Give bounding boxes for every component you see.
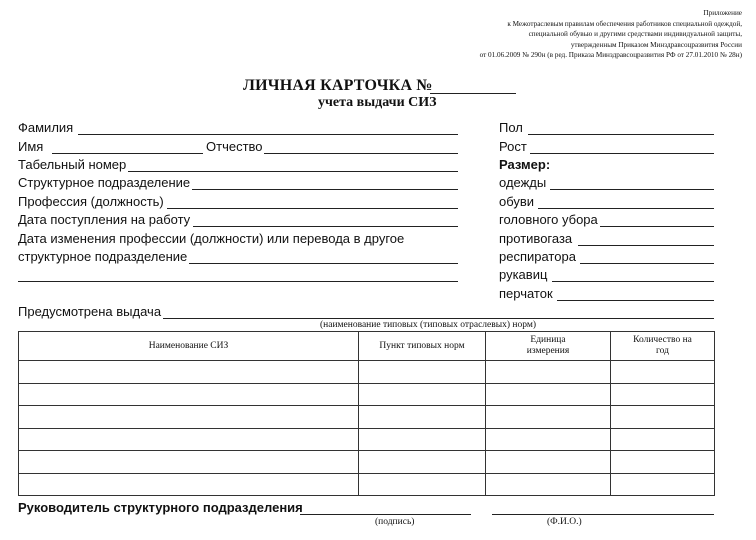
table-cell[interactable] (611, 361, 715, 384)
name-field[interactable] (52, 153, 203, 154)
size-heading: Размер: (499, 157, 551, 172)
card-title: ЛИЧНАЯ КАРТОЧКА № (243, 77, 433, 94)
fio-field[interactable] (492, 514, 714, 515)
issue-field[interactable] (163, 318, 714, 319)
hire-date-field[interactable] (193, 226, 458, 227)
issue-caption: (наименование типовых (типовых отраслевых) норм) (320, 320, 537, 330)
headwear-size-field[interactable] (600, 226, 714, 227)
table-cell[interactable] (19, 383, 359, 406)
table-row (19, 406, 715, 429)
surname-label: Фамилия (18, 120, 74, 135)
table-cell[interactable] (359, 383, 486, 406)
signature-field[interactable] (300, 514, 471, 515)
shoe-size-label: обуви (499, 194, 535, 209)
department-head-label: Руководитель структурного подразделения (18, 500, 303, 515)
column-header-norm-item: Пункт типовых норм (359, 332, 486, 361)
height-label: Рост (499, 139, 527, 154)
table-row (19, 428, 715, 451)
table-cell[interactable] (611, 473, 715, 496)
gender-field[interactable] (528, 134, 714, 135)
column-header-siz-name: Наименование СИЗ (19, 332, 359, 361)
mittens-size-field[interactable] (552, 281, 714, 282)
mittens-size-label: рукавиц (499, 267, 548, 282)
change-date-field-extra[interactable] (18, 281, 458, 282)
shoe-size-field[interactable] (538, 208, 714, 209)
header-note-line: утвержденным Приказом Минздравсоцразвития России (570, 40, 742, 49)
change-date-label: Дата изменения профессии (должности) или перевода в другое (18, 231, 405, 246)
table-row (19, 383, 715, 406)
tab-number-label: Табельный номер (18, 157, 127, 172)
gender-label: Пол (499, 120, 523, 135)
header-note-line: от 01.06.2009 № 290н (в ред. Приказа Минздравсоцразвития РФ от 27.01.2010 № 28н) (479, 51, 742, 60)
clothing-size-label: одежды (499, 175, 547, 190)
column-header-unit (486, 332, 611, 361)
table-cell[interactable] (611, 406, 715, 429)
header-note-line: к Межотраслевым правилам обеспечения работников специальной одеждой, (507, 19, 742, 28)
header-note-line: специальной обувью и другими средствами индивидуальной защиты, (528, 30, 742, 39)
patronymic-field[interactable] (264, 153, 458, 154)
name-label: Имя (18, 139, 44, 154)
table-row (19, 473, 715, 496)
surname-field[interactable] (78, 134, 458, 135)
gas-mask-size-label: противогаза (499, 231, 573, 246)
table-cell[interactable] (19, 406, 359, 429)
respirator-size-label: респиратора (499, 249, 576, 264)
table-cell[interactable] (19, 451, 359, 474)
gas-mask-size-field[interactable] (578, 245, 714, 246)
patronymic-label: Отчество (206, 139, 263, 154)
headwear-size-label: головного убора (499, 212, 598, 227)
department-label: Структурное подразделение (18, 175, 191, 190)
fio-caption: (Ф.И.О.) (547, 517, 582, 527)
table-header-row (19, 332, 715, 361)
clothing-size-field[interactable] (550, 189, 714, 190)
tab-number-field[interactable] (128, 171, 458, 172)
department-field[interactable] (192, 189, 458, 190)
table-cell[interactable] (486, 406, 611, 429)
respirator-size-field[interactable] (580, 263, 714, 264)
gloves-size-label: перчаток (499, 286, 553, 301)
card-number-field[interactable] (430, 93, 516, 94)
siz-table (18, 331, 715, 496)
table-cell[interactable] (19, 428, 359, 451)
column-header-quantity (611, 332, 715, 361)
change-date-field[interactable] (189, 263, 458, 264)
table-row (19, 361, 715, 384)
table-cell[interactable] (19, 473, 359, 496)
header-note-line: Приложение (703, 9, 742, 17)
table-cell[interactable] (611, 428, 715, 451)
profession-field[interactable] (167, 208, 458, 209)
table-cell[interactable] (486, 383, 611, 406)
table-cell[interactable] (359, 473, 486, 496)
column-header-quantity-text: Количество на год (633, 335, 692, 356)
table-cell[interactable] (611, 383, 715, 406)
gloves-size-field[interactable] (557, 300, 714, 301)
table-cell[interactable] (486, 451, 611, 474)
table-row (19, 451, 715, 474)
change-date-label-continued: структурное подразделение (18, 249, 188, 264)
card-subtitle: учета выдачи СИЗ (318, 95, 437, 110)
table-cell[interactable] (359, 428, 486, 451)
profession-label: Профессия (должность) (18, 194, 164, 209)
hire-date-label: Дата поступления на работу (18, 212, 191, 227)
table-cell[interactable] (486, 473, 611, 496)
table-cell[interactable] (359, 406, 486, 429)
height-field[interactable] (530, 153, 714, 154)
column-header-unit-text: Единица измерения (526, 335, 570, 356)
issue-label: Предусмотрена выдача (18, 304, 162, 319)
table-cell[interactable] (486, 428, 611, 451)
table-cell[interactable] (486, 361, 611, 384)
table-cell[interactable] (19, 361, 359, 384)
header-note (480, 8, 742, 61)
table-cell[interactable] (611, 451, 715, 474)
signature-caption: (подпись) (375, 517, 415, 527)
table-cell[interactable] (359, 361, 486, 384)
table-cell[interactable] (359, 451, 486, 474)
